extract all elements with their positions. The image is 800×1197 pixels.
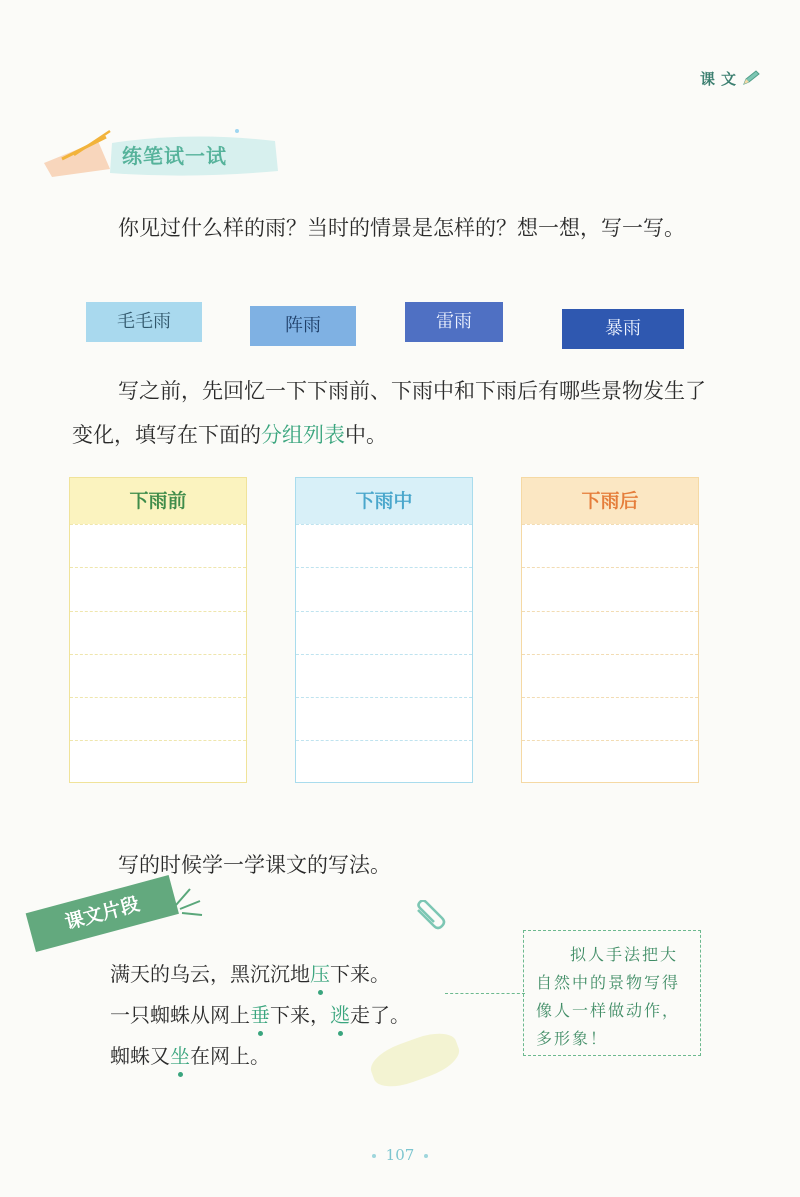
paperclip-icon <box>412 900 446 934</box>
writing-tip: 写的时候学一学课文的写法。 <box>118 853 391 877</box>
table-before-rain <box>69 477 247 783</box>
table-header: 下雨中 <box>296 478 472 524</box>
table-row[interactable] <box>296 567 472 610</box>
personification-note: 拟人手法把大自然中的景物写得像人一样做动作，多形象！ <box>523 930 701 1056</box>
excerpt-line-1 <box>110 958 390 987</box>
table-row[interactable] <box>296 654 472 697</box>
prompt-text: 你见过什么样的雨？当时的情景是怎样的？想一想，写一写。 <box>118 216 685 240</box>
rain-type-rainstorm: 暴雨 <box>562 309 684 349</box>
rain-type-drizzle: 毛毛雨 <box>86 302 202 342</box>
rain-type-shower: 阵雨 <box>250 306 356 346</box>
practice-title: 练笔试一试 <box>122 144 227 168</box>
instruction-before: 写之前，先回忆一下下雨前、下雨中和下雨后有哪些景物发生了变化，填写在下面的 <box>72 379 706 447</box>
excerpt-text: 走了。 <box>350 1003 410 1027</box>
emphasized-verb: 垂 <box>250 1003 270 1027</box>
table-row[interactable] <box>522 697 698 740</box>
table-row[interactable] <box>296 740 472 783</box>
table-row[interactable] <box>522 524 698 567</box>
table-row[interactable] <box>296 611 472 654</box>
instruction-highlight: 分组列表 <box>261 423 345 447</box>
excerpt-line-3 <box>110 1040 270 1069</box>
table-row[interactable] <box>522 611 698 654</box>
excerpt-text: 下来， <box>270 1003 330 1027</box>
table-header: 下雨后 <box>522 478 698 524</box>
pencil-icon <box>742 70 760 86</box>
instruction-after: 中。 <box>345 423 387 447</box>
sparkle-icon <box>172 885 204 921</box>
excerpt-text: 在网上。 <box>190 1044 270 1068</box>
emphasized-verb: 逃 <box>330 1003 350 1027</box>
table-row[interactable] <box>522 654 698 697</box>
table-row[interactable] <box>70 740 246 783</box>
table-after-rain <box>521 477 699 783</box>
table-row[interactable] <box>522 740 698 783</box>
excerpt-text: 下来。 <box>330 962 390 986</box>
page-number-text: 107 <box>385 1146 415 1164</box>
table-header: 下雨前 <box>70 478 246 524</box>
table-row[interactable] <box>70 654 246 697</box>
table-row[interactable] <box>522 567 698 610</box>
page-dot <box>372 1154 376 1158</box>
table-row[interactable] <box>296 524 472 567</box>
page-dot <box>424 1154 428 1158</box>
table-row[interactable] <box>70 524 246 567</box>
emphasized-verb: 坐 <box>170 1044 190 1068</box>
table-row[interactable] <box>70 697 246 740</box>
table-during-rain <box>295 477 473 783</box>
connector-line <box>445 993 525 994</box>
excerpt-text: 一只蜘蛛从网上 <box>110 1003 250 1027</box>
decorative-highlight <box>366 1026 464 1094</box>
excerpt-text: 满天的乌云，黑沉沉地 <box>110 962 310 986</box>
table-row[interactable] <box>296 697 472 740</box>
table-row[interactable] <box>70 567 246 610</box>
page-number <box>0 1146 800 1164</box>
excerpt-text: 蜘蛛又 <box>110 1044 170 1068</box>
excerpt-label: 课文片段 <box>26 875 179 952</box>
instruction-text <box>72 369 712 457</box>
excerpt-line-2 <box>110 999 410 1028</box>
rain-type-thunderstorm: 雷雨 <box>405 302 503 342</box>
table-row[interactable] <box>70 611 246 654</box>
section-label: 课文 <box>699 70 742 88</box>
emphasized-verb: 压 <box>310 962 330 986</box>
